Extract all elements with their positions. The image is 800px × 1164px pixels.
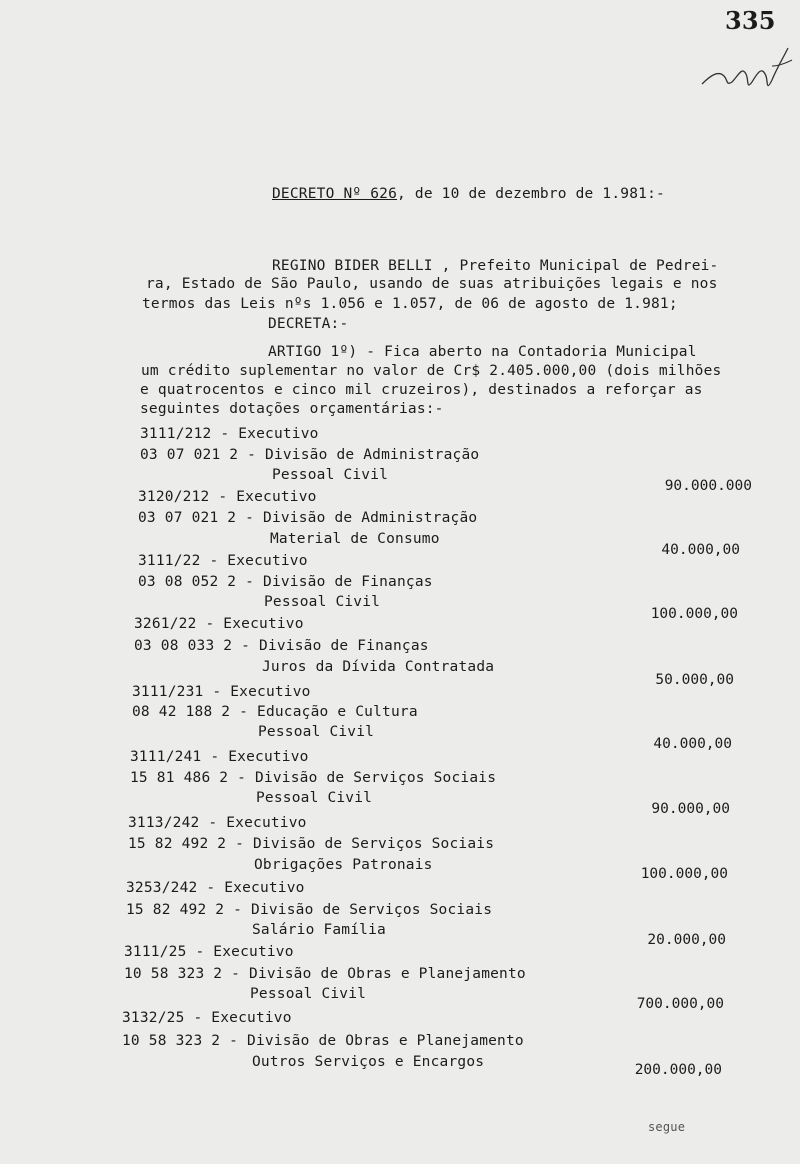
budget-amount: 100.000,00 bbox=[640, 866, 728, 882]
decree-date: , de 10 de dezembro de 1.981:- bbox=[397, 186, 665, 202]
article-1-line-4: seguintes dotações orçamentárias:- bbox=[140, 401, 444, 417]
budget-element: Salário Família bbox=[252, 922, 386, 938]
budget-code: 3111/212 - Executivo bbox=[140, 426, 319, 442]
budget-amount: 100.000,00 bbox=[650, 606, 738, 622]
preamble-line-1: REGINO BIDER BELLI , Prefeito Municipal de Pedrei- bbox=[272, 258, 719, 274]
budget-unit: 15 82 492 2 - Divisão de Serviços Sociais bbox=[126, 902, 493, 918]
budget-code: 3111/241 - Executivo bbox=[130, 749, 309, 765]
budget-unit: 03 07 021 2 - Divisão de Administração bbox=[138, 510, 478, 526]
budget-amount: 50.000,00 bbox=[655, 672, 734, 688]
budget-element: Pessoal Civil bbox=[258, 724, 375, 740]
budget-unit: 10 58 323 2 - Divisão de Obras e Planejamento bbox=[122, 1033, 524, 1049]
budget-unit: 08 42 188 2 - Educação e Cultura bbox=[132, 704, 418, 720]
budget-element: Pessoal Civil bbox=[272, 467, 389, 483]
budget-code: 3111/231 - Executivo bbox=[132, 684, 311, 700]
budget-unit: 03 08 052 2 - Divisão de Finanças bbox=[138, 574, 433, 590]
budget-amount: 700.000,00 bbox=[636, 996, 724, 1012]
budget-code: 3111/25 - Executivo bbox=[124, 944, 294, 960]
page-number: 335 bbox=[725, 6, 776, 35]
budget-amount: 40.000,00 bbox=[661, 542, 740, 558]
budget-unit: 10 58 323 2 - Divisão de Obras e Planejamento bbox=[124, 966, 526, 982]
budget-element: Juros da Dívida Contratada bbox=[262, 659, 495, 675]
decree-number: DECRETO Nº 626 bbox=[272, 186, 398, 202]
budget-element: Obrigações Patronais bbox=[254, 857, 433, 873]
budget-code: 3261/22 - Executivo bbox=[134, 616, 304, 632]
budget-element: Pessoal Civil bbox=[264, 594, 381, 610]
article-1-line-1: ARTIGO 1º) - Fica aberto na Contadoria Municipal bbox=[268, 344, 697, 360]
budget-code: 3111/22 - Executivo bbox=[138, 553, 308, 569]
budget-unit: 03 07 021 2 - Divisão de Administração bbox=[140, 447, 480, 463]
preamble-line-2: ra, Estado de São Paulo, usando de suas atribuições legais e nos bbox=[146, 276, 718, 292]
budget-amount: 40.000,00 bbox=[653, 736, 732, 752]
budget-code: 3253/242 - Executivo bbox=[126, 880, 305, 896]
budget-element: Pessoal Civil bbox=[250, 986, 367, 1002]
budget-unit: 03 08 033 2 - Divisão de Finanças bbox=[134, 638, 429, 654]
budget-unit: 15 81 486 2 - Divisão de Serviços Sociais bbox=[130, 770, 497, 786]
signature-rubric bbox=[696, 36, 796, 106]
budget-element: Pessoal Civil bbox=[256, 790, 373, 806]
budget-element: Material de Consumo bbox=[270, 531, 440, 547]
article-1-line-2: um crédito suplementar no valor de Cr$ 2.405.000,00 (dois milhões bbox=[141, 363, 722, 379]
budget-code: 3113/242 - Executivo bbox=[128, 815, 307, 831]
budget-unit: 15 82 492 2 - Divisão de Serviços Sociais bbox=[128, 836, 495, 852]
article-1-line-3: e quatrocentos e cinco mil cruzeiros), destinados a reforçar as bbox=[140, 382, 703, 398]
preamble-line-3: termos das Leis nºs 1.056 e 1.057, de 06 de agosto de 1.981; bbox=[142, 296, 678, 312]
budget-amount: 90.000,00 bbox=[651, 801, 730, 817]
budget-code: 3132/25 - Executivo bbox=[122, 1010, 292, 1026]
budget-code: 3120/212 - Executivo bbox=[138, 489, 317, 505]
budget-amount: 20.000,00 bbox=[647, 932, 726, 948]
budget-amount: 90.000.000 bbox=[664, 478, 752, 494]
decreta-heading: DECRETA:- bbox=[268, 316, 349, 332]
budget-element: Outros Serviços e Encargos bbox=[252, 1054, 485, 1070]
continuation-note: segue bbox=[648, 1120, 686, 1134]
budget-amount: 200.000,00 bbox=[634, 1062, 722, 1078]
decree-title bbox=[272, 186, 665, 202]
